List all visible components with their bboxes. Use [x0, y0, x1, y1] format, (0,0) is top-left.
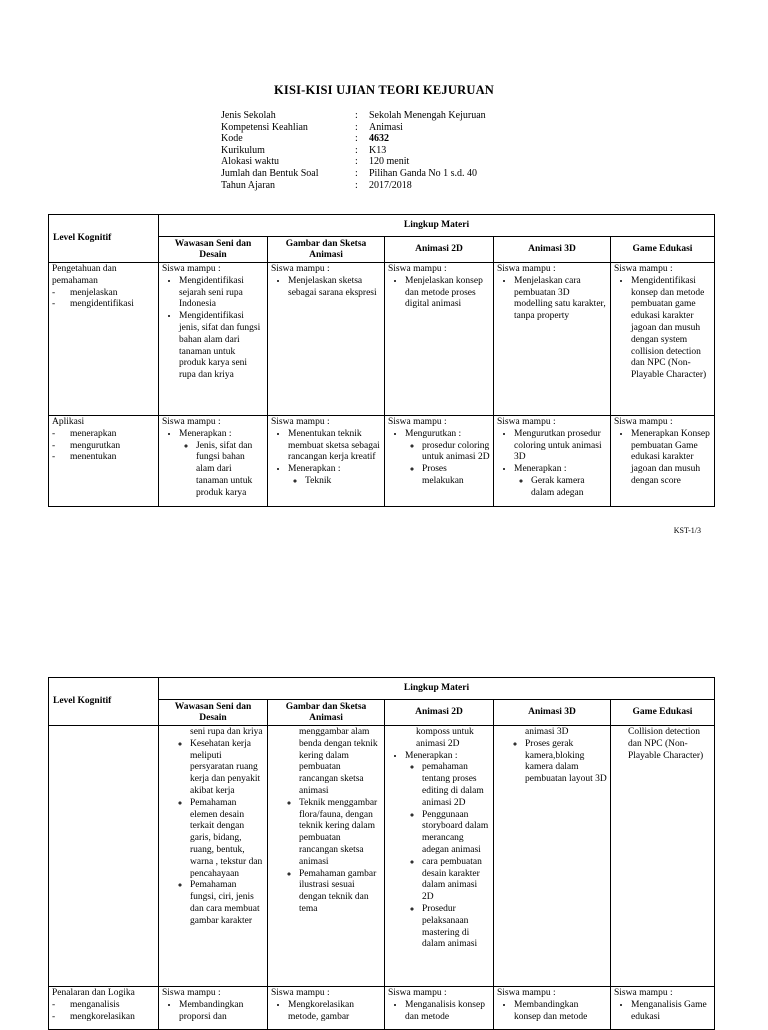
sub-list — [179, 441, 264, 500]
col-header-wawasan: Wawasan Seni dan Desain — [159, 700, 268, 726]
cell-lead: Siswa mampu : — [497, 417, 556, 427]
meta-row-kompetensi — [221, 122, 486, 134]
content-cell — [159, 987, 268, 1030]
meta-colon: : — [355, 179, 358, 191]
bullet-list — [388, 1000, 490, 1024]
sub-list-item: ◦ Penggunaan storyboard dalam merancang adegan animasi — [422, 810, 490, 857]
sub-list — [497, 739, 607, 786]
cell-continuation: Collision detection dan NPC (Non-Playable Character) — [628, 727, 704, 761]
list-item-label: Menerapkan : — [288, 464, 341, 475]
level-cell — [49, 726, 159, 987]
col-header-gambar-sketsa: Gambar dan Sketsa Animasi — [268, 700, 385, 726]
sub-list-item: ◦ Kesehatan kerja meliputi persyaratan ruang kerja dan penyakit akibat kerja — [190, 739, 264, 798]
sub-list — [405, 441, 490, 488]
level-list-item: - mengkorelasikan — [52, 1012, 155, 1024]
meta-colon: : — [355, 110, 358, 121]
kisi-table-page-1 — [48, 214, 715, 507]
level-label: Aplikasi — [52, 417, 85, 427]
content-cell — [494, 726, 611, 987]
content-cell — [494, 263, 611, 416]
cell-lead: Siswa mampu : — [497, 988, 556, 998]
list-item-label: Mengurutkan : — [405, 428, 462, 439]
cell-lead: Siswa mampu : — [271, 988, 330, 998]
bullet-list — [271, 1000, 381, 1024]
cell-continuation: komposs untuk animasi 2D — [416, 727, 474, 749]
level-list — [52, 1000, 155, 1024]
list-item: • Menerapkan Konsep pembuatan Game edukasi karakter jagoan dan musuh dengan score — [631, 429, 711, 488]
meta-colon: : — [355, 133, 358, 145]
list-item-label: Menerapkan : — [514, 464, 567, 475]
meta-colon: : — [355, 144, 358, 156]
list-item: • Menentukan teknik membuat sketsa sebagai rancangan kerja kreatif — [288, 429, 381, 464]
list-item: • Mengurutkan prosedur coloring untuk animasi 3D — [514, 429, 607, 464]
sub-list-item: ◦ cara pembuatan desain karakter dalam animasi 2D — [422, 857, 490, 904]
cell-lead: Siswa mampu : — [497, 264, 556, 274]
cell-lead: Siswa mampu : — [162, 264, 221, 274]
level-list — [52, 429, 155, 464]
sub-list-item: ◦ Teknik menggambar flora/fauna, dengan teknik kering dalam pembuatan rancangan sketsa animasi — [299, 798, 381, 869]
content-cell — [159, 416, 268, 507]
sub-list — [514, 476, 607, 500]
page-2 — [0, 660, 768, 1024]
col-header-gambar-sketsa: Gambar dan Sketsa Animasi — [268, 237, 385, 263]
list-item: • Menjelaskan cara pembuatan 3D modelling satu karakter, tanpa property — [514, 276, 607, 323]
list-item — [405, 429, 490, 488]
sub-list-item: ◦ Pemahaman gambar ilustrasi sesuai dengan teknik dan tema — [299, 869, 381, 916]
cell-continuation: animasi 3D — [525, 727, 569, 737]
col-header-animasi-3d: Animasi 3D — [494, 700, 611, 726]
col-header-animasi-2d: Animasi 2D — [385, 237, 494, 263]
kisi-table-page-2 — [48, 677, 715, 1030]
content-cell — [385, 726, 494, 987]
col-header-animasi-2d: Animasi 2D — [385, 700, 494, 726]
bullet-list — [162, 429, 264, 500]
content-cell — [494, 416, 611, 507]
list-item — [288, 464, 381, 488]
cell-lead: Siswa mampu : — [271, 264, 330, 274]
content-cell — [268, 416, 385, 507]
meta-row-kurikulum — [221, 145, 486, 157]
level-list-item: - menganalisis — [52, 1000, 155, 1012]
meta-row-jenis-sekolah — [221, 110, 486, 122]
page-code: KST-1/3 — [673, 526, 701, 535]
cell-lead: Siswa mampu : — [162, 417, 221, 427]
level-list-item: - menerapkan — [52, 429, 155, 441]
table-row — [49, 416, 715, 507]
col-header-game-edukasi: Game Edukasi — [611, 237, 715, 263]
meta-value: Pilihan Ganda No 1 s.d. 40 — [369, 167, 478, 179]
meta-label: Alokasi waktu — [221, 156, 280, 168]
content-cell — [268, 263, 385, 416]
sub-list-item: ◦ Teknik — [305, 476, 381, 488]
bullet-list — [162, 1000, 264, 1024]
table-row — [49, 726, 715, 987]
cell-continuation: menggambar alam benda dengan teknik kering dalam pembuatan rancangan sketsa animasi — [299, 727, 378, 796]
sub-list-item: ◦ Pemahaman fungsi, ciri, jenis dan cara membuat gambar karakter — [190, 880, 264, 927]
content-cell — [268, 987, 385, 1030]
list-item-label: Menerapkan : — [405, 750, 458, 761]
content-cell — [611, 726, 715, 987]
document-title: KISI-KISI UJIAN TEORI KEJURUAN — [273, 83, 495, 97]
content-cell — [611, 987, 715, 1030]
meta-row-tahun-ajaran — [221, 180, 486, 192]
meta-value: Animasi — [369, 121, 403, 133]
bullet-list — [271, 429, 381, 488]
bullet-list — [497, 1000, 607, 1024]
table-row — [49, 987, 715, 1030]
level-cell — [49, 416, 159, 507]
content-cell — [385, 416, 494, 507]
list-item: • Menjelaskan sketsa sebagai sarana ekspresi — [288, 276, 381, 300]
meta-value: Sekolah Menengah Kejuruan — [369, 110, 486, 121]
meta-label: Jumlah dan Bentuk Soal — [221, 167, 319, 179]
cell-lead: Siswa mampu : — [388, 988, 447, 998]
bullet-list — [614, 429, 711, 488]
level-list — [52, 288, 155, 312]
bullet-list — [388, 429, 490, 488]
meta-colon: : — [355, 167, 358, 179]
list-item: • Menganalisis Game edukasi — [631, 1000, 711, 1024]
meta-row-kode — [221, 133, 486, 145]
document-meta — [221, 110, 486, 191]
list-item: • Menjelaskan konsep dan metode proses digital animasi — [405, 276, 490, 311]
sub-list-item: ◦ Pemahaman elemen desain terkait dengan garis, bidang, ruang, bentuk, warna , tekstur dan pencahayaan — [190, 798, 264, 881]
sub-list-item: ◦ prosedur coloring untuk animasi 2D — [422, 441, 490, 465]
cell-lead: Siswa mampu : — [388, 417, 447, 427]
bullet-list — [271, 276, 381, 300]
list-item: • Mengidentifikasi jenis, sifat dan fungsi bahan alam dari tanaman untuk produk karya seni rupa dan kriya — [179, 311, 264, 382]
meta-row-jumlah-soal — [221, 168, 486, 180]
sub-list — [288, 476, 381, 488]
meta-value: 2017/2018 — [369, 179, 412, 191]
list-item — [179, 429, 264, 500]
level-cell — [49, 987, 159, 1030]
sub-list-item: ◦ Proses gerak kamera,bloking kamera dalam pembuatan layout 3D — [525, 739, 607, 786]
list-item: • Mengidentifikasi konsep dan metode pembuatan game edukasi karakter jagoan dan musuh dengan system collision detection dan NPC (Non-Playable Character) — [631, 276, 711, 382]
cell-lead: Siswa mampu : — [388, 264, 447, 274]
list-item: • Mengidentifikasi sejarah seni rupa Indonesia — [179, 276, 264, 311]
meta-label: Tahun Ajaran — [221, 179, 276, 191]
content-cell — [268, 726, 385, 987]
bullet-list — [388, 276, 490, 311]
content-cell — [385, 987, 494, 1030]
meta-label: Jenis Sekolah — [221, 110, 276, 121]
col-header-game-edukasi: Game Edukasi — [611, 700, 715, 726]
cell-lead: Siswa mampu : — [162, 988, 221, 998]
level-list-item: - menentukan — [52, 452, 155, 464]
lingkup-materi-header: Lingkup Materi — [159, 215, 715, 237]
list-item-label: Menerapkan : — [179, 428, 232, 439]
list-item: • Menganalisis konsep dan metode — [405, 1000, 490, 1024]
meta-colon: : — [355, 156, 358, 168]
level-label: Penalaran dan Logika — [52, 988, 135, 998]
level-kognitif-header: Level Kognitif — [49, 678, 159, 726]
table-row — [49, 263, 715, 416]
bullet-list — [388, 751, 490, 952]
col-header-animasi-3d: Animasi 3D — [494, 237, 611, 263]
sub-list-item: ◦ Jenis, sifat dan fungsi bahan alam dari tanaman untuk produk karya — [196, 441, 264, 500]
meta-value: 120 menit — [369, 156, 410, 168]
level-list-item: - menjelaskan — [52, 288, 155, 300]
list-item — [405, 751, 490, 952]
bullet-list — [614, 1000, 711, 1024]
sub-list — [271, 798, 381, 916]
sub-list-item: ◦ pemahaman tentang proses editing di dalam animasi 2D — [422, 762, 490, 809]
list-item: • Mengkorelasikan metode, gambar — [288, 1000, 381, 1024]
bullet-list — [162, 276, 264, 382]
cell-continuation: seni rupa dan kriya — [190, 727, 263, 737]
meta-row-alokasi-waktu — [221, 156, 486, 168]
level-cell — [49, 263, 159, 416]
content-cell — [611, 263, 715, 416]
level-list-item: - mengidentifikasi — [52, 299, 155, 311]
lingkup-materi-header: Lingkup Materi — [159, 678, 715, 700]
meta-value: 4632 — [369, 133, 389, 145]
bullet-list — [497, 276, 607, 323]
list-item: • Membandingkan proporsi dan — [179, 1000, 264, 1024]
level-list-item: - mengurutkan — [52, 441, 155, 453]
sub-list-item: ◦ Proses melakukan — [422, 464, 490, 488]
content-cell — [385, 263, 494, 416]
content-cell — [159, 726, 268, 987]
list-item: • Membandingkan konsep dan metode — [514, 1000, 607, 1024]
cell-lead: Siswa mampu : — [614, 264, 673, 274]
bullet-list — [497, 429, 607, 500]
content-cell — [494, 987, 611, 1030]
meta-colon: : — [355, 121, 358, 133]
meta-label: Kompetensi Keahlian — [221, 121, 308, 133]
col-header-wawasan: Wawasan Seni dan Desain — [159, 237, 268, 263]
level-kognitif-header: Level Kognitif — [49, 215, 159, 263]
meta-value: K13 — [369, 144, 387, 156]
sub-list-item: ◦ Prosedur pelaksanaan mastering di dalam animasi — [422, 904, 490, 951]
list-item — [514, 464, 607, 499]
meta-label: Kode — [221, 133, 243, 145]
cell-lead: Siswa mampu : — [271, 417, 330, 427]
sub-list-item: ◦ Gerak kamera dalam adegan — [531, 476, 607, 500]
meta-label: Kurikulum — [221, 144, 265, 156]
bullet-list — [614, 276, 711, 382]
level-label: Pengetahuan dan pemahaman — [52, 264, 117, 286]
sub-list — [162, 739, 264, 928]
cell-lead: Siswa mampu : — [614, 988, 673, 998]
sub-list — [405, 762, 490, 951]
cell-lead: Siswa mampu : — [614, 417, 673, 427]
content-cell — [159, 263, 268, 416]
content-cell — [611, 416, 715, 507]
